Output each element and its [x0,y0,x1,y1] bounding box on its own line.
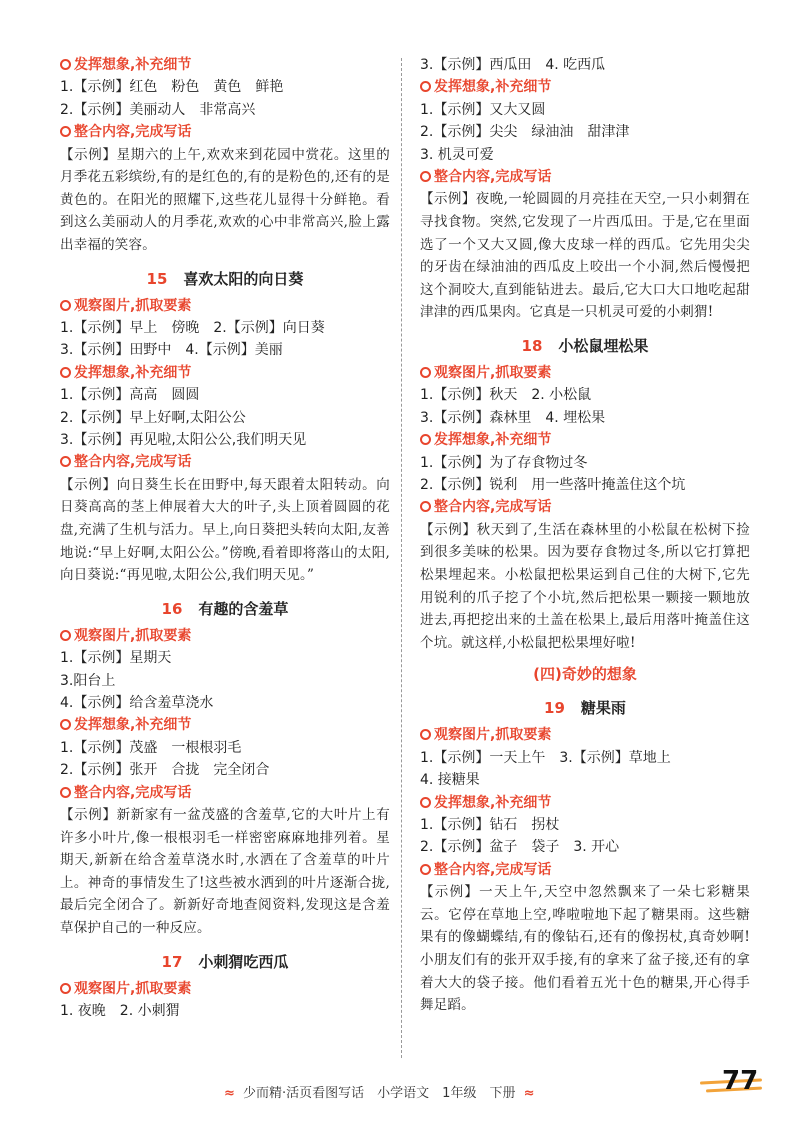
footer [220,1082,539,1101]
answer-line: 4.【示例】给含羞草浇水 [60,695,214,712]
lesson-name: 小松鼠埋松果 [558,337,649,355]
unit-title: (四)奇妙的想象 [533,665,637,684]
circle-marker-icon [420,367,431,378]
lesson-number: 15 [146,269,168,288]
section-header-text: 发挥想象,补充细节 [74,717,192,734]
section-header [60,782,390,804]
section-header-text: 整合内容,完成写话 [74,784,192,801]
lesson-title [420,696,750,720]
answer-line: 2.【示例】早上好啊,太阳公公 [60,409,246,426]
section-header-text: 发挥想象,补充细节 [434,432,552,449]
answer-line: 1.【示例】茂盛 一根根羽毛 [60,739,242,756]
answer-line: 3.【示例】田野中 4.【示例】美丽 [60,342,283,359]
circle-marker-icon [420,864,431,875]
section-header-text: 观察图片,抓取要素 [74,980,192,997]
footer-text: 少而精·活页看图写话 小学语文 1年级 下册 [243,1086,516,1101]
lesson-title [60,950,390,974]
section-header-text: 观察图片,抓取要素 [434,365,552,381]
circle-marker-icon [420,434,431,445]
section-header-text: 观察图片,抓取要素 [74,627,192,644]
circle-marker-icon [60,630,71,641]
circle-marker-icon [60,300,71,311]
lesson-name: 有趣的含羞草 [198,599,289,618]
left-column [60,54,390,1022]
section-header-text: 整合内容,完成写话 [74,124,192,141]
right-column [420,54,750,1017]
lesson-title [60,267,390,291]
sample-paragraph: 【示例】夜晚,一轮圆圆的月亮挂在天空,一只小刺猬在寻找食物。突然,它发现了一片西瓜田。于是,它在里面选了一个又大又圆,像大皮球一样的西瓜。它先用尖尖的牙齿在绿油油的西瓜皮上咬出一个小洞,然后慢慢把这个洞咬大,直到能钻进去。最后,它大口大口地吃起甜津津的西瓜果肉。它真是一只机灵可爱的小刺猬! [420,191,750,321]
section-header-text: 发挥想象,补充细节 [434,79,552,96]
answer-line: 3.【示例】西瓜田 4. 吃西瓜 [420,57,606,73]
answer-line: 1.【示例】秋天 2. 小松鼠 [420,387,592,404]
sample-paragraph: 【示例】新新家有一盆茂盛的含羞草,它的大叶片上有许多小叶片,像一根根羽毛一样密密麻麻地排列着。星期天,新新在给含羞草浇水时,水洒在了含羞草的叶片上。神奇的事情发生了!这些被水洒到的叶片逐渐合拢,最后完全闭合了。新新好奇地查阅资料,发现这是含羞草保护自己的一种反应。 [60,807,390,937]
section-header [60,625,390,647]
section-header [60,121,390,143]
circle-marker-icon [420,797,431,808]
answer-line: 2.【示例】尖尖 绿油油 甜津津 [420,124,630,141]
lesson-number: 19 [544,699,565,718]
circle-marker-icon [60,983,71,994]
section-header [60,295,390,317]
circle-marker-icon [60,367,71,378]
answer-line: 4. 接糖果 [420,772,480,789]
section-header-text: 发挥想象,补充细节 [74,57,192,73]
section-header-text: 整合内容,完成写话 [434,169,552,186]
section-header-text: 整合内容,完成写话 [434,861,552,878]
answer-line: 3. 机灵可爱 [420,146,494,163]
section-header [420,76,750,98]
circle-marker-icon [60,456,71,467]
section-header [420,362,750,384]
section-header-text: 观察图片,抓取要素 [434,727,552,744]
circle-marker-icon [60,59,71,70]
answer-line: 1.【示例】钻石 拐杖 [420,817,560,834]
section-header [420,429,750,451]
circle-marker-icon [60,719,71,730]
section-header-text: 观察图片,抓取要素 [74,297,192,314]
section-header [60,714,390,736]
answer-line: 1.【示例】一天上午 3.【示例】草地上 [420,749,671,766]
section-header [420,166,750,188]
lesson-name: 小刺猬吃西瓜 [198,952,289,971]
answer-line: 3.【示例】再见啦,太阳公公,我们明天见 [60,432,307,449]
section-header-text: 发挥想象,补充细节 [434,794,552,811]
lesson-name: 喜欢太阳的向日葵 [183,269,304,288]
wave-icon: ≈ [523,1086,535,1101]
lesson-number: 18 [521,337,543,355]
answer-line: 2.【示例】美丽动人 非常高兴 [60,101,256,118]
answer-line: 1.【示例】红色 粉色 黄色 鲜艳 [60,79,284,96]
wave-icon: ≈ [224,1086,235,1101]
answer-line: 1.【示例】早上 傍晚 2.【示例】向日葵 [60,320,325,336]
answer-line: 2.【示例】张开 合拢 完全闭合 [60,762,270,779]
circle-marker-icon [60,126,71,137]
section-header-text: 整合内容,完成写话 [74,454,192,471]
sample-paragraph: 【示例】向日葵生长在田野中,每天跟着太阳转动。向日葵高高的茎上伸展着大大的叶子,头上顶着圆圆的花盘,充满了生机与活力。早上,向日葵把头转向太阳,友善地说:“早上好啊,太阳公公。”傍晚,看着即将落山的太阳,向日葵说:“再见啦,太阳公公,我们明天见。” [60,476,390,584]
section-header [420,724,750,746]
sample-paragraph: 【示例】秋天到了,生活在森林里的小松鼠在松树下捡到很多美味的松果。因为要存食物过冬,所以它打算把松果埋起来。小松鼠把松果运到自己住的大树下,它先用锐利的爪子挖了个小坑,然后把松果一颗接一颗地放进去,再把挖出来的土盖在松果上,最后用落叶掩盖住这个坑。就这样,小松鼠把松果埋好啦! [420,521,750,651]
sample-paragraph: 【示例】一天上午,天空中忽然飘来了一朵七彩糖果云。它停在草地上空,哗啦啦地下起了糖果雨。这些糖果有的像蝴蝶结,有的像钻石,还有的像拐杖,真奇妙啊!小朋友们有的张开双手接,有的拿来了盆子接,还有的拿着大大的袋子接。他们看着五光十色的糖果,开心得手舞足蹈。 [420,884,750,1014]
section-header [420,792,750,814]
section-header [420,859,750,881]
answer-line: 1. 夜晚 2. 小刺猬 [60,1003,180,1020]
circle-marker-icon [60,787,71,798]
section-header [60,451,390,473]
page-number: 77 [722,1066,759,1096]
answer-line: 1.【示例】星期天 [60,650,172,667]
lesson-number: 17 [161,952,183,971]
answer-line: 1.【示例】为了存食物过冬 [420,454,588,471]
answer-line: 2.【示例】盆子 袋子 3. 开心 [420,839,620,856]
answer-line: 3.阳台上 [60,672,116,689]
lesson-name: 糖果雨 [580,699,626,718]
lesson-title [60,597,390,621]
column-divider [401,58,402,1058]
section-header-text: 整合内容,完成写话 [434,499,552,516]
section-header [420,496,750,518]
section-header [60,54,390,76]
sample-paragraph: 【示例】星期六的上午,欢欢来到花园中赏花。这里的月季花五彩缤纷,有的是红色的,有的是粉色的,还有的是黄色的。在阳光的照耀下,这些花儿显得十分鲜艳。看到这么美丽动人的月季花,欢欢的心中非常高兴,脸上露出幸福的笑容。 [60,146,390,253]
circle-marker-icon [420,81,431,92]
answer-line: 3.【示例】森林里 4. 埋松果 [420,409,606,426]
section-header [60,978,390,1000]
lesson-number: 16 [161,599,183,618]
lesson-title [420,334,750,358]
answer-line: 1.【示例】又大又圆 [420,101,546,118]
section-header [60,362,390,384]
section-header-text: 发挥想象,补充细节 [74,364,192,381]
circle-marker-icon [420,729,431,740]
circle-marker-icon [420,501,431,512]
answer-line: 2.【示例】锐利 用一些落叶掩盖住这个坑 [420,477,686,494]
circle-marker-icon [420,171,431,182]
answer-line: 1.【示例】高高 圆圆 [60,387,200,404]
